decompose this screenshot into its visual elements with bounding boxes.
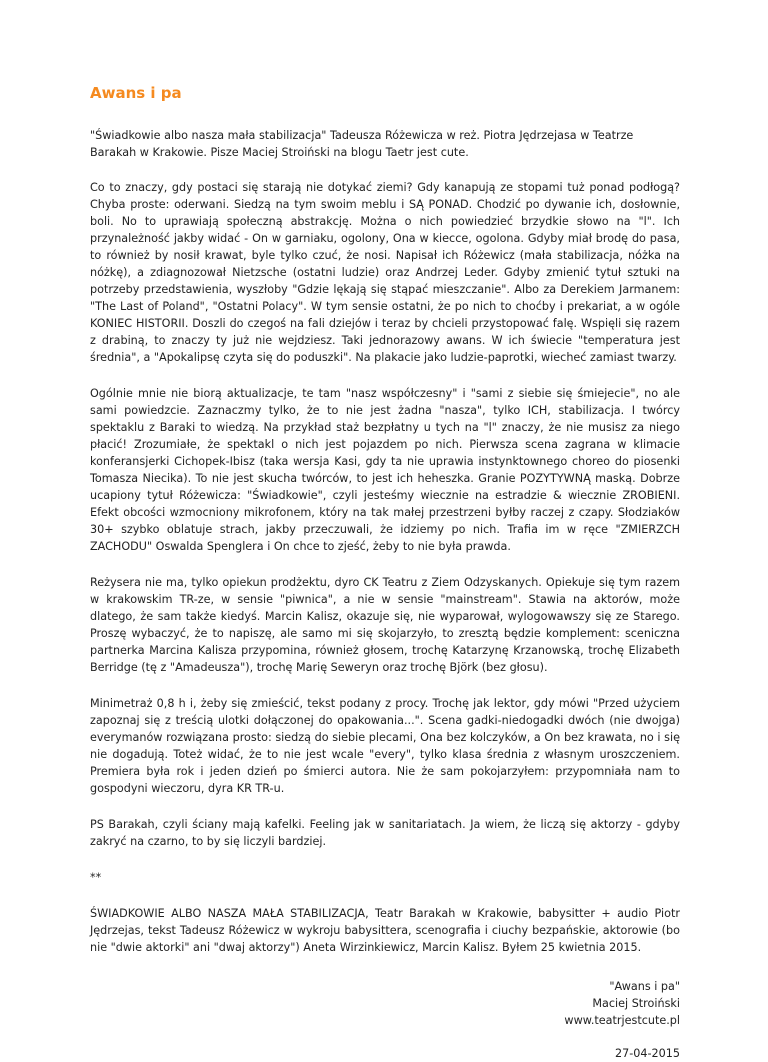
signature-author: Maciej Stroiński <box>592 997 680 1010</box>
article-title: Awans i pa <box>90 84 182 102</box>
body-paragraph-5: PS Barakah, czyli ściany mają kafelki. Feeling jak w sanitariatach. Ja wiem, że liczą się aktorzy - gdyby zakryć na czarno, to by się liczyli bardziej. <box>90 818 680 848</box>
publication-date: 27-04-2015 <box>614 1047 680 1060</box>
body-paragraph-3: Reżysera nie ma, tylko opiekun prodżektu, dyro CK Teatru z Ziem Odzyskanych. Opiekuje się tym razem w krakowskim TR-ze, w sensie "piwnica", a nie w sensie "mainstream". Stawia na aktorów, może dlatego, że sam także kiedyś. Marcin Kalisz, okazuje się, nie wyparował, wylogowawszy się ze Starego. Proszę wybaczyć, że to napiszę, ale samo mi się skojarzyło, to zresztą będzie komplement: sceniczna partnerka Marcina Kalisza przypomina, również głosem, trochę Katarzynę Krzanowską, trochę Elizabeth Berridge (tę z "Amadeusza"), trochę Marię Seweryn oraz trochę Björk (bez głosu). <box>90 576 680 674</box>
body-paragraph-4: Minimetraż 0,8 h i, żeby się zmieścić, tekst podany z procy. Trochę jak lektor, gdy mówi "Przed użyciem zapoznaj się z treścią ulotki dołączonej do opakowania...". Scena gadki-niedogadki dwóch (nie dwojga) everymanów rozwiązana prosto: siedzą do siebie plecami, Ona bez kolczyków, a On bez krawata, no i się nie dogadują. Toteż widać, że to nie jest wcale "every", tylko klasa średnia z własnym uroszczeniem. Premiera była rok i jeden dzień po śmierci autora. Nie że sam pokojarzyłem: przypomniała nam to gospodyni wieczoru, dyra KR TR-u. <box>90 697 680 795</box>
lead-paragraph: "Świadkowie albo nasza mała stabilizacja" Tadeusza Różewicza w reż. Piotra Jędrzejasa w Teatrze Barakah w Krakowie. Pisze Maciej Stroiński na blogu Taetr jest cute. <box>90 129 634 159</box>
signature-block <box>90 978 680 1029</box>
separator-stars: ** <box>90 871 102 884</box>
signature-title: "Awans i pa" <box>609 980 680 993</box>
production-credits: ŚWIADKOWIE ALBO NASZA MAŁA STABILIZACJA, Teatr Barakah w Krakowie, babysitter + audio Piotr Jędrzejas, tekst Tadeusz Różewicz w wykroju babysittera, scenografia i ciuchy bezpańskie, aktorowie (bo nie "dwie aktorki" ani "dwaj aktorzy") Aneta Wirzinkiewicz, Marcin Kalisz. Byłem 25 kwietnia 2015. <box>90 907 680 954</box>
article-body <box>90 127 680 1062</box>
body-paragraph-1: Co to znaczy, gdy postaci się starają nie dotykać ziemi? Gdy kanapują ze stopami tuż ponad podłogą? Chyba proste: oderwani. Siedzą na tym swoim meblu i SĄ PONAD. Chodzić po dywanie ich, dosłownie, boli. No to uprawiają społeczną abstrakcję. Można o nich powiedzieć brzydkie słowo na "l". Ich przynależność jakby widać - On w garniaku, ogolony, Ona w kiecce, ogolona. Gdyby miał brodę do pasa, to również by nosił krawat, byle tylko czuć, że nosi. Napisał ich Różewicz (mała stabilizacja, nóżka na nóżkę), a zdiagnozował Nietzsche (ostatni ludzie) oraz Andrzej Leder. Gdyby zmienić tytuł sztuki na potrzeby przedstawienia, wyszłoby "Gdzie lękają się stąpać mieszczanie". Albo za Derekiem Jarmanem: "The Last of Poland", "Ostatni Polacy". W tym sensie ostatni, że po nich to choćby i prekariat, a w ogóle KONIEC HISTORII. Doszli do czegoś na fali dziejów i teraz by chcieli przystopować falę. Wspięli się razem z drabiną, to znaczy ty już nie wejdziesz. Taki jednorazowy awans. W ich świecie "temperatura jest średnia", a "Apokalipsę czyta się do poduszki". Na plakacie jako ludzie-paprotki, wiecheć zamiast twarzy. <box>90 181 680 364</box>
signature-url: www.teatrjestcute.pl <box>564 1014 680 1027</box>
body-paragraph-2: Ogólnie mnie nie biorą aktualizacje, te tam "nasz współczesny" i "sami z siebie się śmiejecie", no ale sami powiedzcie. Zaznaczmy tylko, że to nie jest żadna "nasza", tylko ICH, stabilizacja. I twórcy spektaklu z Baraki to wiedzą. Na przykład staż bezpłatny u tych na "l" znaczy, że nie musisz za niego płacić! Zrozumiałe, że spektakl o nich jest pojazdem po nich. Pierwsza scena zagrana w klimacie konferansjerki Cichopek-Ibisz (taka wersja Kasi, gdy ta nie uprawia instynktownego choreo do piosenki Tomasza Niecika). To nie jest skucha twórców, to jest ich heheszka. Granie POZYTYWNĄ maską. Dobrze ucapiony tytuł Różewicza: "Świadkowie", czyli jesteśmy wiecznie na estradzie & wiecznie ZROBIENI. Efekt obcości wzmocniony mikrofonem, który na tak małej przestrzeni byłby raczej z czapy. Słodziaków 30+ szybko oblatuje strach, jakby przeczuwali, że idziemy po nich. Trafia im w ręce "ZMIERZCH ZACHODU" Oswalda Spenglera i On chce to zjeść, żeby to nie była prawda. <box>90 387 680 553</box>
